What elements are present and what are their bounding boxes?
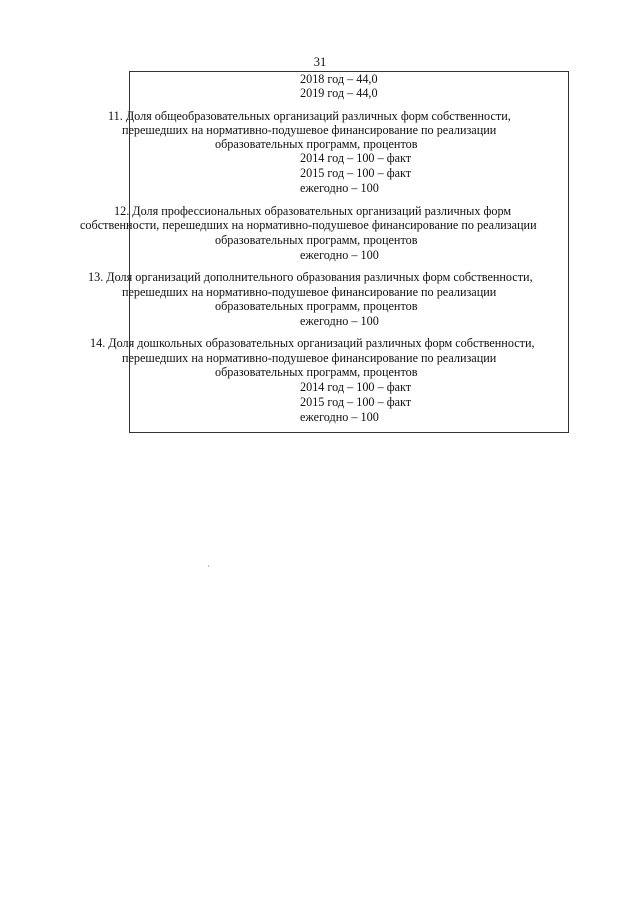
value-line: 2014 год – 100 – факт: [300, 380, 412, 394]
value-line: ежегодно – 100: [300, 181, 379, 195]
scan-speck: [208, 565, 209, 567]
indicator-title-line: образовательных программ, процентов: [215, 233, 418, 247]
indicator-title-line: 14. Доля дошкольных образовательных организаций различных форм собственности,: [90, 336, 535, 350]
indicator-title-line: 11. Доля общеобразовательных организаций различных форм собственности,: [108, 109, 511, 123]
value-line-2019: 2019 год – 44,0: [300, 86, 378, 100]
indicator-title-line: образовательных программ, процентов: [215, 299, 418, 313]
value-line-2018: 2018 год – 44,0: [300, 72, 378, 86]
value-line: 2015 год – 100 – факт: [300, 166, 412, 180]
indicator-title-line: образовательных программ, процентов: [215, 137, 418, 151]
indicator-title-line: образовательных программ, процентов: [215, 365, 418, 379]
value-line: 2015 год – 100 – факт: [300, 395, 412, 409]
indicator-title-line: перешедших на нормативно-подушевое финансирование по реализации: [122, 351, 497, 365]
value-line: ежегодно – 100: [300, 314, 379, 328]
indicator-title-line: 12. Доля профессиональных образовательных организаций различных форм: [114, 204, 512, 218]
value-line: ежегодно – 100: [300, 410, 379, 424]
indicator-title-line: перешедших на нормативно-подушевое финансирование по реализации: [122, 123, 497, 137]
value-line: 2014 год – 100 – факт: [300, 151, 412, 165]
value-line: ежегодно – 100: [300, 248, 379, 262]
indicator-title-line: 13. Доля организаций дополнительного образования различных форм собственности,: [88, 270, 533, 284]
indicator-title-line: собственности, перешедших на нормативно-подушевое финансирование по реализации: [80, 218, 537, 232]
indicator-title-line: перешедших на нормативно-подушевое финансирование по реализации: [122, 285, 497, 299]
page-number: 31: [313, 55, 327, 69]
